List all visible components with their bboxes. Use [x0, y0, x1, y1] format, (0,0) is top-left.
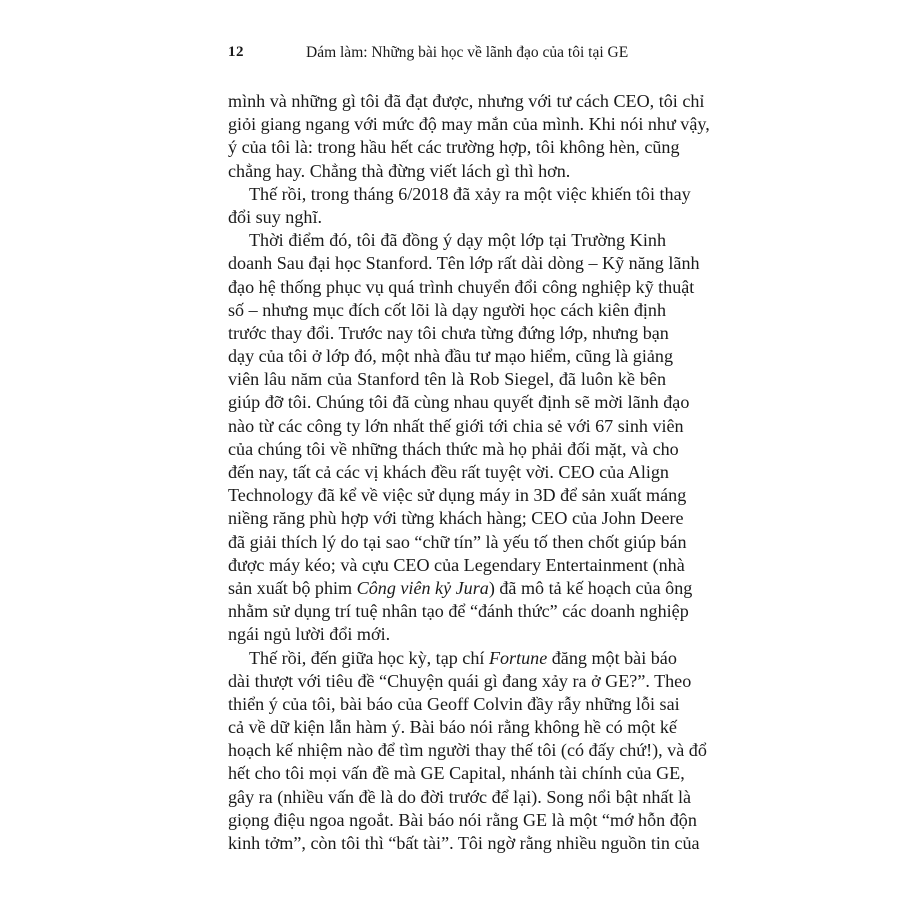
text-line: nào từ các công ty lớn nhất thế giới tới chia sẻ với 67 sinh viên: [228, 415, 684, 436]
text-line: dài thượt với tiêu đề “Chuyện quái gì đang xảy ra ở GE?”. Theo: [228, 670, 692, 691]
text-line-with-italic: [228, 647, 677, 670]
text-line: nhằm sử dụng trí tuệ nhân tạo để “đánh thức” các doanh nghiệp: [228, 601, 689, 622]
text-run: ) đã mô tả kế hoạch của ông: [488, 577, 693, 598]
text-line: niềng răng phù hợp với từng khách hàng; CEO của John Deere: [228, 508, 684, 529]
text-line: kinh tởm”, còn tôi thì “bất tài”. Tôi ngờ rằng nhiều nguồn tin của: [228, 833, 700, 853]
text-line-with-italic: [228, 577, 693, 600]
text-line: đổi suy nghĩ.: [228, 206, 322, 227]
text-line: chẳng hay. Chẳng thà đừng viết lách gì thì hơn.: [228, 160, 571, 181]
text-line: giọng điệu ngoa ngoắt. Bài báo nói rằng GE là một “mớ hỗn độn: [228, 809, 697, 830]
running-head: [228, 44, 668, 68]
text-run: đăng một bài báo: [547, 647, 677, 668]
text-line: hoạch kế nhiệm nào để tìm người thay thế tôi (có đấy chứ!), và đổ: [228, 740, 707, 761]
text-line: số – nhưng mục đích cốt lõi là dạy người học cách kiên định: [228, 299, 666, 320]
text-line: doanh Sau đại học Stanford. Tên lớp rất dài dòng – Kỹ năng lãnh: [228, 253, 700, 274]
paragraph-3: [228, 229, 700, 646]
paragraph-1: [228, 90, 710, 183]
text-line: của chúng tôi về những thách thức mà họ phải đối mặt, và cho: [228, 438, 679, 459]
italic-title: Công viên kỷ Jura: [356, 577, 489, 598]
text-line: giỏi giang ngang với mức độ may mắn của mình. Khi nói như vậy,: [228, 114, 710, 135]
page-number: 12: [228, 44, 244, 60]
text-line: thiển ý của tôi, bài báo của Geoff Colvin đầy rẫy những lỗi sai: [228, 693, 680, 714]
text-line: giúp đỡ tôi. Chúng tôi đã cùng nhau quyết định sẽ mời lãnh đạo: [228, 392, 690, 413]
text-line: ý của tôi là: trong hầu hết các trường hợp, tôi không hèn, cũng: [228, 137, 680, 158]
running-title: Dám làm: Những bài học về lãnh đạo của tôi tại GE: [306, 44, 629, 61]
text-line: hết cho tôi mọi vấn đề mà GE Capital, nhánh tài chính của GE,: [228, 763, 685, 784]
text-line: Thế rồi, trong tháng 6/2018 đã xảy ra một việc khiến tôi thay: [249, 183, 691, 204]
text-run: Thế rồi, đến giữa học kỳ, tạp chí: [249, 647, 489, 668]
text-line: được máy kéo; và cựu CEO của Legendary Entertainment (nhà: [228, 554, 685, 575]
text-line: viên lâu năm của Stanford tên là Rob Siegel, đã luôn kề bên: [228, 369, 666, 390]
paragraph-2: [228, 183, 691, 229]
text-line: Thời điểm đó, tôi đã đồng ý dạy một lớp tại Trường Kinh: [249, 230, 666, 251]
text-line: gây ra (nhiều vấn đề là do đời trước để lại). Song nổi bật nhất là: [228, 786, 692, 807]
body-text: [228, 90, 710, 855]
text-line: đạo hệ thống phục vụ quá trình chuyển đổi công nghiệp kỹ thuật: [228, 276, 695, 297]
text-line: Technology đã kể về việc sử dụng máy in 3D để sản xuất máng: [228, 485, 687, 506]
text-line: ngái ngủ lười đổi mới.: [228, 624, 391, 645]
text-line: đến nay, tất cả các vị khách đều rất tuyệt vời. CEO của Align: [228, 462, 669, 482]
italic-title: Fortune: [488, 647, 548, 668]
text-line: đã giải thích lý do tại sao “chữ tín” là yếu tố then chốt giúp bán: [228, 531, 687, 552]
text-line: mình và những gì tôi đã đạt được, nhưng với tư cách CEO, tôi chỉ: [228, 91, 705, 111]
text-line: trước thay đổi. Trước nay tôi chưa từng đứng lớp, nhưng bạn: [228, 322, 669, 343]
paragraph-4: [228, 647, 707, 856]
text-line: dạy của tôi ở lớp đó, một nhà đầu tư mạo hiểm, cũng là giảng: [228, 346, 674, 367]
text-line: cả về dữ kiện lẫn hàm ý. Bài báo nói rằng không hề có một kế: [228, 717, 677, 738]
text-run: sản xuất bộ phim: [228, 577, 357, 598]
